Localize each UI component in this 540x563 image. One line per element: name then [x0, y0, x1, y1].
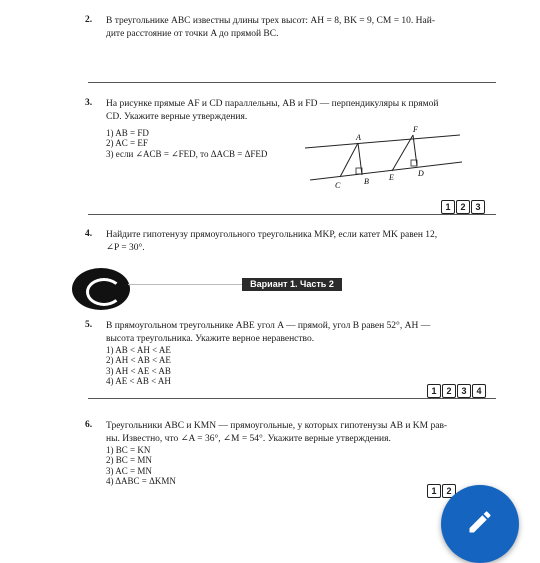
geometry-figure	[300, 120, 470, 195]
label-b: B	[364, 177, 369, 186]
problem-5-text: В прямоугольном треугольнике ABE угол A — прямой, угол B равен 52°, AH — высота треугольника. Укажите верное неравенство.	[106, 321, 431, 344]
option: 1) AB < AH < AE	[106, 345, 171, 355]
answer-box[interactable]: 1	[427, 384, 441, 398]
label-e: E	[389, 173, 394, 182]
option: 1) AB = FD	[106, 128, 149, 138]
problem-5-number: 5.	[85, 320, 93, 330]
answer-box[interactable]: 4	[472, 384, 486, 398]
option: 3) AH < AE < AB	[106, 365, 171, 376]
answer-line	[88, 82, 496, 83]
line-af	[305, 135, 460, 148]
problem-3-text: На рисунке прямые AF и CD параллельны, AB и FD — перпендикуляры к прямой CD. Укажите верные утверждения.	[106, 99, 439, 122]
segment-ac	[340, 143, 358, 177]
option: 3) если ∠ACB = ∠FED, то ΔACB = ΔFED	[106, 148, 268, 159]
header-rule	[128, 284, 242, 285]
option: 2) AH < AB < AE	[106, 355, 171, 366]
edit-fab-button[interactable]	[441, 485, 519, 563]
answer-boxes	[441, 200, 485, 214]
answer-box[interactable]: 2	[442, 484, 456, 498]
answer-box[interactable]: 3	[471, 200, 485, 214]
problem-4-text: Найдите гипотенузу прямоугольного треугольника MKP, если катет MK равен 12, ∠P = 30°.	[106, 230, 438, 253]
option: 1) BC = KN	[106, 445, 151, 455]
problem-3-number: 3.	[85, 98, 93, 108]
answer-box[interactable]: 1	[427, 484, 441, 498]
pencil-icon	[466, 508, 494, 536]
answer-box[interactable]: 2	[442, 384, 456, 398]
option: 2) BC = MN	[106, 455, 152, 466]
label-c: C	[335, 181, 341, 190]
problem-3-options	[106, 128, 267, 159]
option: 3) AC = MN	[106, 465, 152, 476]
section-divider	[88, 214, 496, 215]
answer-boxes	[427, 384, 486, 398]
option: 4) AE < AB < AH	[106, 376, 171, 387]
option: 2) AC = EF	[106, 138, 148, 149]
problem-6-text: Треугольники ABC и KMN — прямоугольные, у которых гипотенузы AB и KM рав- ны. Известно, что ∠A = 36°, ∠M = 54°. Укажите верные утверждения.	[106, 421, 448, 444]
label-d: D	[418, 169, 424, 178]
section-divider	[88, 398, 496, 399]
answer-box[interactable]: 2	[456, 200, 470, 214]
variant-banner: Вариант 1. Часть 2	[242, 278, 342, 291]
label-a: A	[356, 133, 361, 142]
problem-4-number: 4.	[85, 229, 93, 239]
segment-ab	[358, 143, 362, 175]
problem-2-number: 2.	[85, 15, 93, 25]
logo-emblem	[72, 268, 130, 310]
label-f: F	[413, 125, 418, 134]
answer-box[interactable]: 1	[441, 200, 455, 214]
option: 4) ΔABC = ΔKMN	[106, 476, 176, 487]
problem-2-text: В треугольнике ABC известны длины трех высот: AH = 8, BK = 9, CM = 10. Най- дите расстояние от точки A до прямой BC.	[106, 16, 436, 39]
segment-fd	[413, 135, 417, 166]
problem-5-options	[106, 345, 171, 387]
problem-6-options	[106, 445, 176, 487]
problem-6-number: 6.	[85, 420, 93, 430]
line-cd	[310, 162, 462, 180]
answer-box[interactable]: 3	[457, 384, 471, 398]
